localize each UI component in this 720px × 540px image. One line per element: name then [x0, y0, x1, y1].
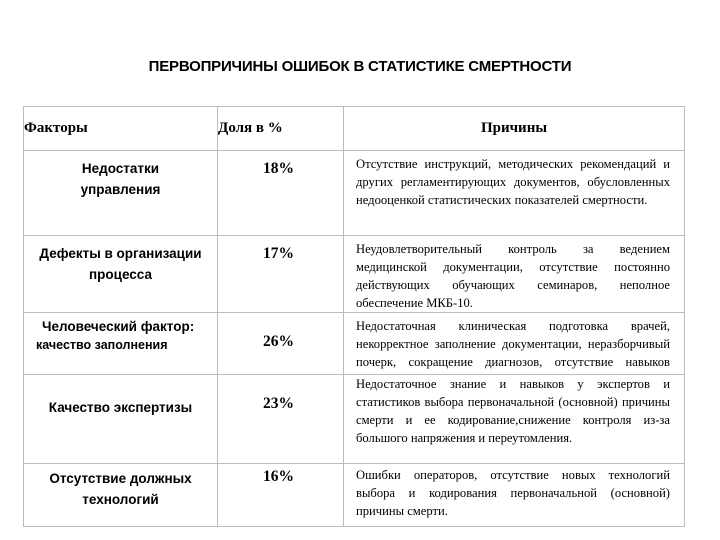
table-row	[24, 464, 685, 527]
share-cell: 18%	[263, 160, 294, 177]
share-cell: 26%	[263, 333, 294, 350]
table-header-row	[24, 107, 685, 151]
factor-cell: Дефекты в организации процесса	[39, 246, 202, 282]
reason-cell: Недостаточная клиническая подготовка врачей, некорректное заполнение документации, неразборчивый почерк, сокращение диагнозов, отсутствие навыков	[356, 319, 670, 369]
table-row	[24, 375, 685, 464]
header-reasons: Причины	[344, 107, 685, 151]
document-title: ПЕРВОПРИЧИНЫ ОШИБОК В СТАТИСТИКЕ СМЕРТНОСТИ	[148, 58, 572, 75]
factor-subtitle: качество заполнения	[36, 338, 168, 352]
causes-table	[23, 106, 685, 527]
reason-cell: Отсутствие инструкций, методических рекомендаций и других регламентирующих документов, обусловленных недооценкой статистических показателей смертности.	[356, 157, 670, 207]
header-share: Доля в %	[218, 107, 344, 151]
factor-cell: Человеческий фактор:	[42, 319, 195, 334]
table-row	[24, 313, 685, 375]
table-row	[24, 236, 685, 313]
factor-cell: Недостатки управления	[80, 161, 161, 197]
factor-cell: Отсутствие должных технологий	[49, 471, 192, 507]
table-row	[24, 151, 685, 236]
share-cell: 23%	[263, 395, 294, 412]
header-factors: Факторы	[24, 107, 218, 151]
share-cell: 16%	[263, 468, 294, 485]
reason-cell: Ошибки операторов, отсутствие новых технологий выбора и кодирования первоначальной (основной) причины смерти.	[356, 468, 670, 518]
reason-cell: Недостаточное знание и навыков у экспертов и статистиков выбора первоначальной (основной) причины смерти и ее кодирование,снижение контроля из-за большого напряжения и переутомления.	[356, 377, 670, 445]
reason-cell: Неудовлетворительный контроль за ведением медицинской документации, отсутствие постоянно действующих обучающих семинаров, неполное обеспечение МКБ-10.	[356, 242, 670, 310]
factor-cell: Качество экспертизы	[48, 400, 193, 415]
share-cell: 17%	[263, 245, 294, 262]
